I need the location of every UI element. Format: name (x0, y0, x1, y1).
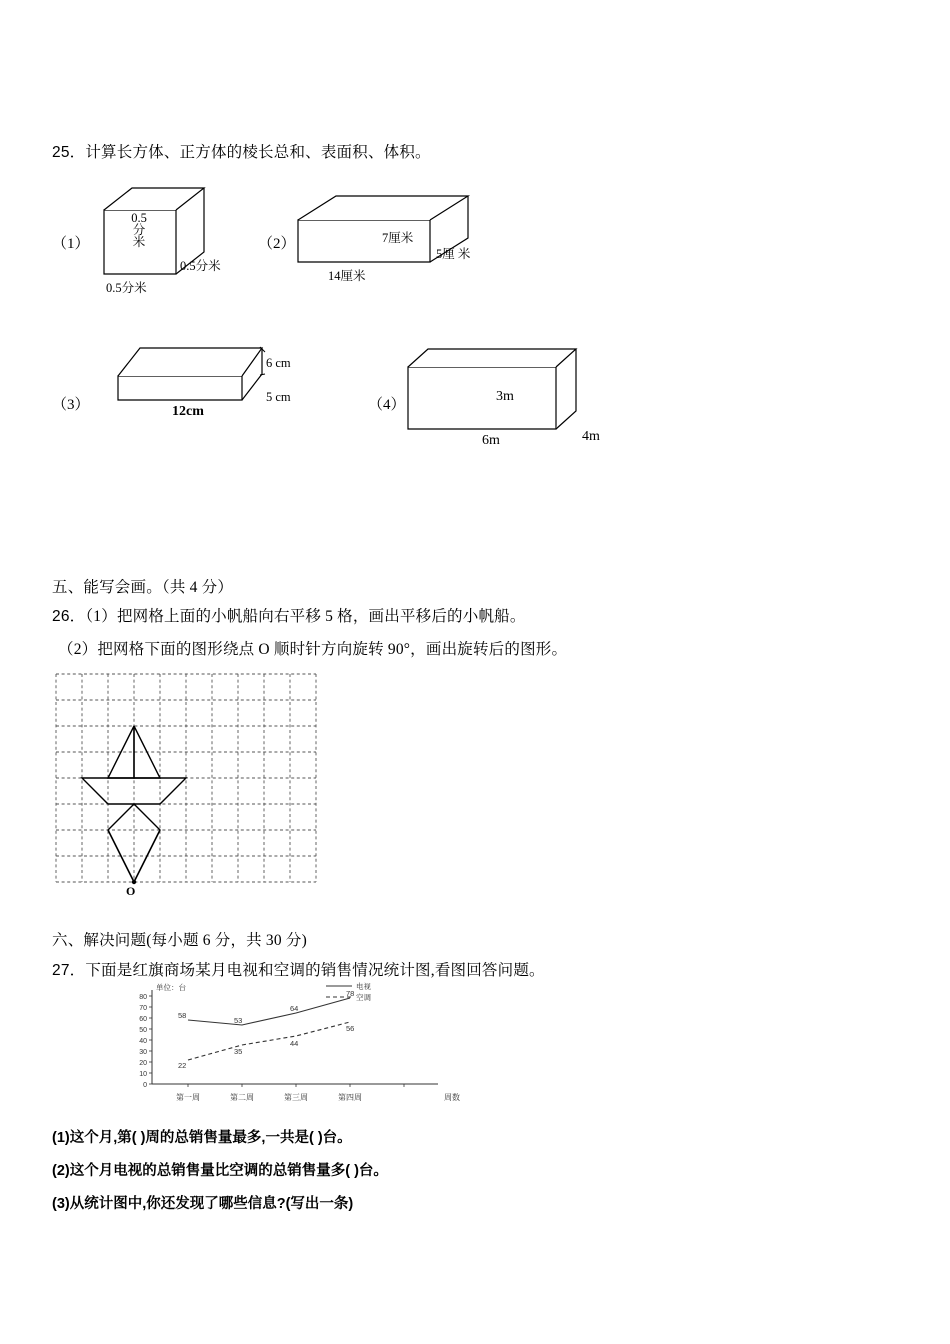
question-27-title (52, 958, 545, 980)
question-27-text: ．下面是红旗商场某月电视和空调的销售情况统计图,看图回答问题。 (69, 962, 545, 979)
item-label-4: （4） (368, 397, 406, 413)
svg-text:空调: 空调 (356, 993, 371, 1002)
svg-text:60: 60 (139, 1016, 147, 1023)
question-26-part2: （2）把网格下面的图形绕点 O 顺时针方向旋转 90°，画出旋转后的图形。 (58, 641, 568, 658)
svg-text:0: 0 (143, 1082, 147, 1089)
cube-bottom-label: 0.5分米 (106, 281, 147, 295)
chart-unit-label: 单位：台 (156, 983, 186, 992)
chart-category-4: 第四周 (338, 1093, 362, 1102)
item-label-2: （2） (258, 236, 296, 252)
grid-svg (52, 670, 338, 912)
question-25-title (52, 140, 431, 162)
svg-text:35: 35 (234, 1047, 243, 1056)
tall-box-front-label: 3m (496, 389, 514, 404)
item-label-1: （1） (52, 236, 90, 252)
figure-flat-box-3 (110, 338, 330, 438)
chart-category-1: 第一周 (176, 1093, 200, 1102)
svg-text:70: 70 (139, 1005, 147, 1012)
question-27-sub2: (2)这个月电视的总销售量比空调的总销售量多( )台。 (52, 1163, 388, 1179)
section-5-title: 五、能写会画。（共 4 分） (52, 579, 234, 596)
cube-svg (96, 182, 246, 292)
svg-text:80: 80 (139, 994, 147, 1001)
question-27-sub1: (1)这个月,第( )周的总销售量最多,一共是( )台。 (52, 1130, 352, 1146)
question-26-part1 (52, 604, 526, 626)
svg-text:53: 53 (234, 1016, 243, 1025)
sales-line-chart (108, 980, 498, 1108)
chart-category-3: 第三周 (284, 1093, 308, 1102)
svg-text:44: 44 (290, 1039, 299, 1048)
question-25-number: 25 (52, 144, 70, 161)
svg-text:22: 22 (178, 1061, 187, 1070)
item-label-3: （3） (52, 397, 90, 413)
question-26-number: 26 (52, 608, 70, 625)
question-27-sub3: (3)从统计图中,你还发现了哪些信息?(写出一条) (52, 1196, 354, 1212)
question-27-number: 27 (52, 962, 70, 979)
grid-figure (52, 670, 338, 912)
svg-text:20: 20 (139, 1060, 147, 1067)
svg-text:40: 40 (139, 1038, 147, 1045)
tall-box-bottom-label: 6m (482, 433, 500, 448)
section-6-title: 六、解决问题(每小题 6 分，共 30 分) (52, 932, 307, 949)
origin-point-label: O (126, 884, 136, 898)
box-front-label: 7厘米 (382, 231, 414, 245)
figure-tall-box-4 (400, 345, 630, 460)
figure-box-2 (290, 190, 510, 300)
svg-text:50: 50 (139, 1027, 147, 1034)
flat-box-svg (110, 338, 330, 438)
box-side-label: 5厘 米 (436, 247, 471, 261)
svg-text:78: 78 (346, 989, 355, 998)
tall-box-side-label: 4m (582, 429, 600, 444)
svg-text:64: 64 (290, 1004, 299, 1013)
chart-svg (108, 980, 498, 1108)
figure-cube-1 (96, 182, 246, 295)
cube-side-label: 0.5分米 (180, 259, 221, 273)
svg-text:58: 58 (178, 1011, 187, 1020)
cube-front-label: 0.5 分 米 (131, 211, 147, 249)
flat-box-top-label: 6 cm (266, 356, 291, 370)
flat-box-side-label: 5 cm (266, 390, 291, 404)
box-bottom-label: 14厘米 (328, 269, 366, 283)
flat-box-bottom-label: 12cm (172, 404, 204, 419)
svg-text:56: 56 (346, 1024, 355, 1033)
chart-xlabel: 周数 (444, 1093, 460, 1102)
svg-text:10: 10 (139, 1071, 147, 1078)
svg-text:电视: 电视 (356, 982, 371, 991)
chart-category-2: 第二周 (230, 1093, 254, 1102)
question-26-part1-text: ．（1）把网格上面的小帆船向右平移 5 格，画出平移后的小帆船。 (69, 608, 526, 625)
svg-text:30: 30 (139, 1049, 147, 1056)
question-25-text: ．计算长方体、正方体的棱长总和、表面积、体积。 (69, 144, 431, 161)
